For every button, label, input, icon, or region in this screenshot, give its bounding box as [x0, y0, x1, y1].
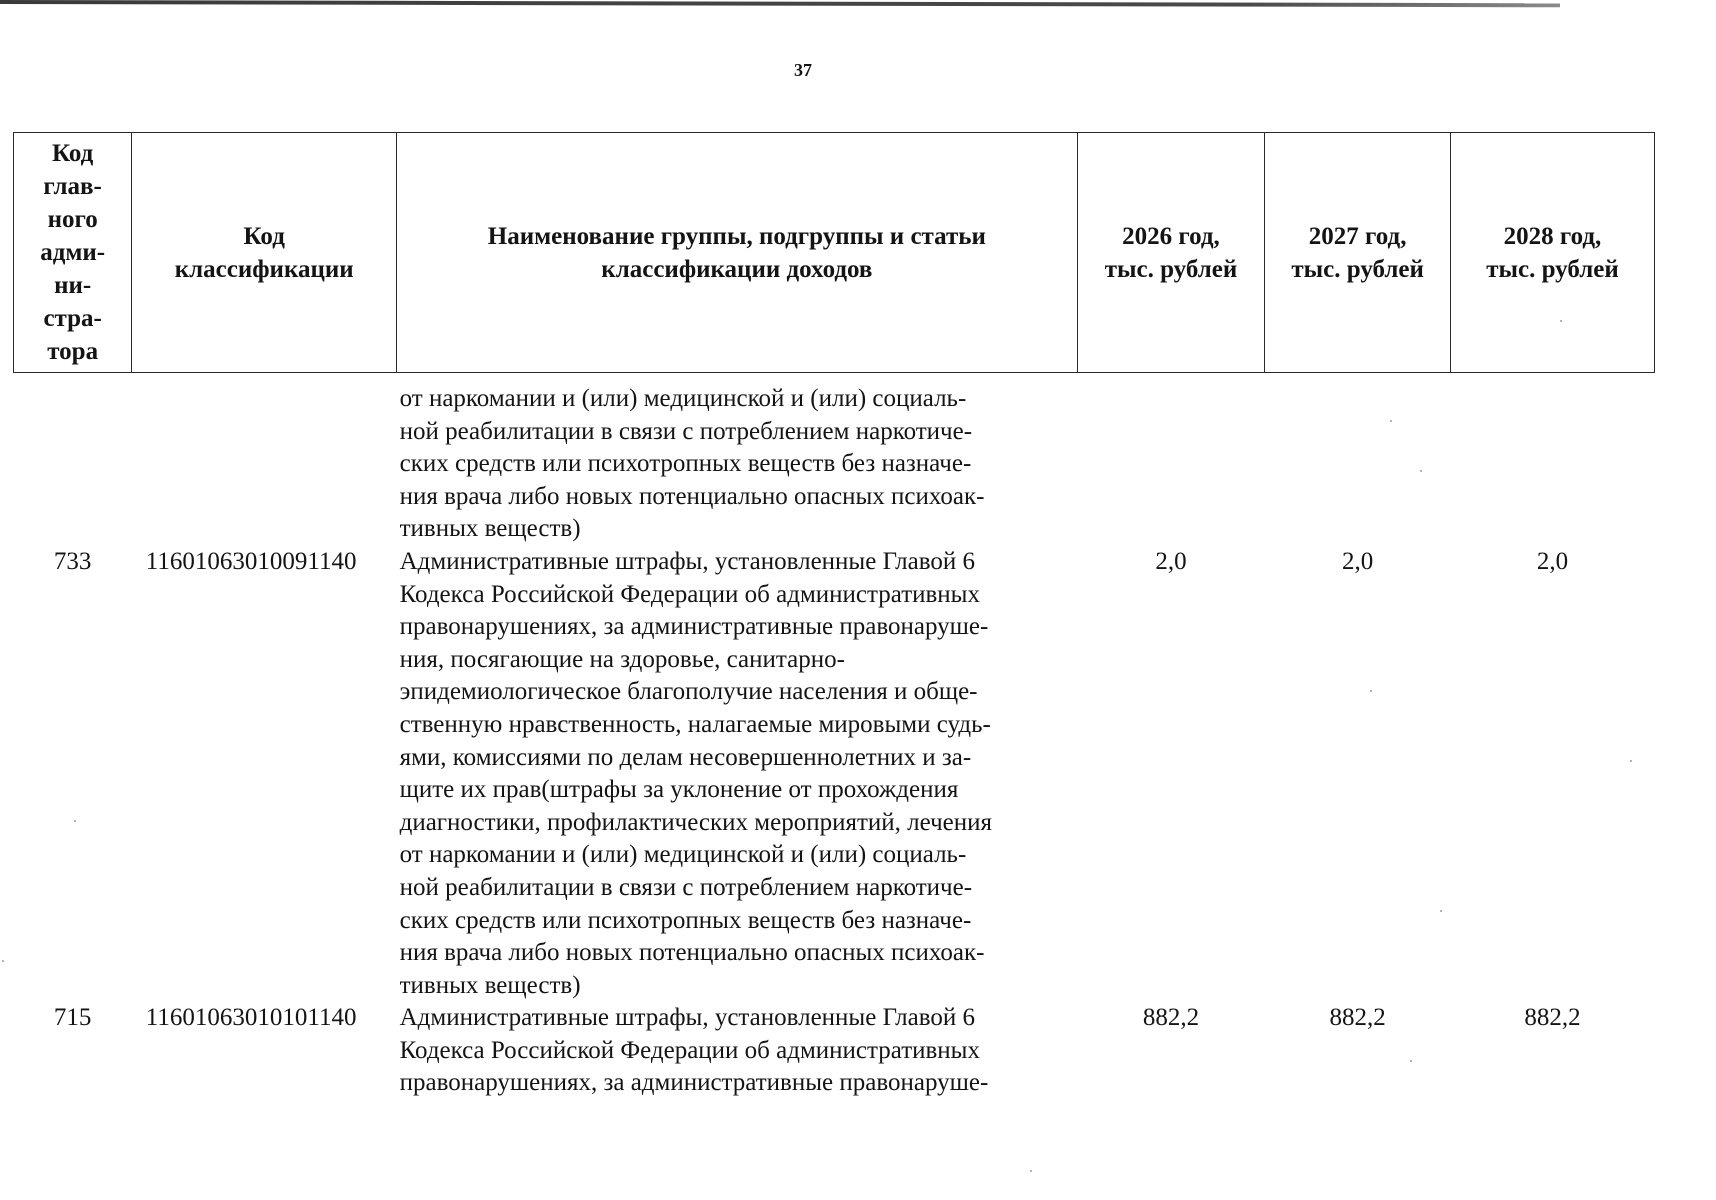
name-line: ских средств или психотропных веществ без назначе-: [399, 450, 972, 478]
header-year-line: тыс. рублей: [1291, 255, 1424, 283]
cell-value-2026: 2,0: [1155, 547, 1187, 575]
table-row: [14, 373, 1655, 546]
header-admin-line: тора: [47, 338, 99, 365]
name-line: правонарушениях, за административные правонаруше-: [399, 613, 989, 641]
header-name-line: Наименование группы, подгруппы и статьи: [487, 222, 986, 250]
header-admin-line: адми-: [40, 239, 106, 266]
name-line: от наркомании и (или) медицинской и (или) социаль-: [399, 385, 967, 412]
header-year-2026: [1077, 133, 1265, 373]
cell-admin-code: 733: [53, 547, 92, 575]
header-year-line: 2028 год,: [1503, 222, 1602, 250]
cell-value-2027: 2,0: [1342, 547, 1374, 575]
cell-value-2027: [1265, 373, 1451, 546]
header-year-line: тыс. рублей: [1104, 255, 1238, 283]
name-line: эпидемиологическое благополучие населения и обще-: [399, 678, 978, 706]
name-line: тивных веществ): [399, 515, 581, 543]
table-row: [14, 546, 1655, 1002]
page-number: 37: [794, 60, 812, 80]
header-admin-line: стра-: [43, 305, 102, 332]
header-year-line: 2027 год,: [1308, 222, 1407, 250]
cell-value-2028: [1450, 373, 1654, 546]
cell-classification-code: 11601063010101140: [145, 1004, 357, 1032]
scan-speck: [74, 820, 76, 822]
name-line: щите их прав(штрафы за уклонение от прохождения: [399, 776, 959, 804]
scan-speck: [1370, 690, 1372, 692]
scan-speck: [1560, 320, 1562, 322]
scan-speck: [1390, 420, 1392, 422]
header-year-2028: [1450, 133, 1654, 373]
cell-value-2026: 882,2: [1142, 1004, 1200, 1032]
table-row: [14, 1002, 1655, 1100]
scan-speck: [1420, 470, 1422, 472]
name-line: от наркомании и (или) медицинской и (или) социаль-: [399, 841, 967, 869]
cell-classification-code: [132, 373, 397, 546]
header-admin-line: ного: [47, 206, 98, 233]
name-line: ния, посягающие на здоровье, санитарно-: [399, 645, 845, 673]
cell-admin-code: 715: [53, 1004, 92, 1032]
name-line: Административные штрафы, установленные Главой 6: [399, 1004, 975, 1032]
name-line: ния врача либо новых потенциально опасных психоак-: [399, 482, 985, 510]
cell-value-2026: [1077, 373, 1265, 546]
name-line: диагностики, профилактических мероприятий, лечения: [399, 808, 993, 836]
cell-revenue-name: [397, 546, 1077, 1002]
scan-speck: [2, 960, 4, 962]
name-line: ями, комиссиями по делам несовершеннолетних и за-: [399, 743, 972, 771]
name-line: ственную нравственность, налагаемые мировыми судь-: [399, 710, 991, 738]
scan-speck: [1440, 910, 1442, 912]
cell-revenue-name: [397, 373, 1077, 546]
name-line: Кодекса Российской Федерации об административных: [399, 580, 980, 608]
cell-value-2028: 882,2: [1524, 1004, 1581, 1032]
scan-speck: [1030, 1170, 1032, 1172]
cell-admin-code: [14, 373, 132, 546]
header-name-line: классификации доходов: [601, 255, 873, 283]
header-year-2027: [1265, 133, 1451, 373]
header-admin-code: [14, 133, 132, 373]
cell-value-2028: 2,0: [1536, 547, 1569, 575]
name-line: правонарушениях, за административные правонаруше-: [399, 1069, 989, 1097]
revenue-table: [13, 132, 1655, 1100]
name-line: Административные штрафы, установленные Главой 6: [399, 547, 975, 575]
scan-speck: [1410, 1060, 1412, 1062]
scan-top-edge: [0, 0, 1560, 7]
name-line: ной реабилитации в связи с потреблением наркотиче-: [399, 873, 973, 901]
header-admin-line: ни-: [54, 272, 92, 299]
header-classification-line: Код: [243, 222, 285, 250]
header-classification-code: [132, 133, 397, 373]
name-line: ной реабилитации в связи с потреблением наркотиче-: [399, 417, 973, 445]
name-line: ских средств или психотропных веществ без назначе-: [399, 906, 972, 934]
name-line: ния врача либо новых потенциально опасных психоак-: [399, 939, 985, 967]
name-line: тивных веществ): [399, 971, 581, 999]
header-year-line: тыс. рублей: [1486, 255, 1619, 283]
header-revenue-name: [397, 133, 1077, 373]
scan-speck: [1630, 760, 1632, 762]
table-body: [14, 373, 1655, 1101]
header-year-line: 2026 год,: [1122, 222, 1220, 250]
header-classification-line: классификации: [174, 255, 354, 283]
cell-value-2027: 882,2: [1329, 1004, 1386, 1032]
header-admin-line: Код: [51, 140, 94, 167]
header-admin-line: глав-: [43, 173, 102, 200]
cell-revenue-name: [397, 1002, 1077, 1100]
cell-classification-code: 11601063010091140: [145, 547, 357, 575]
table-header: [14, 133, 1655, 373]
name-line: Кодекса Российской Федерации об административных: [399, 1036, 980, 1064]
